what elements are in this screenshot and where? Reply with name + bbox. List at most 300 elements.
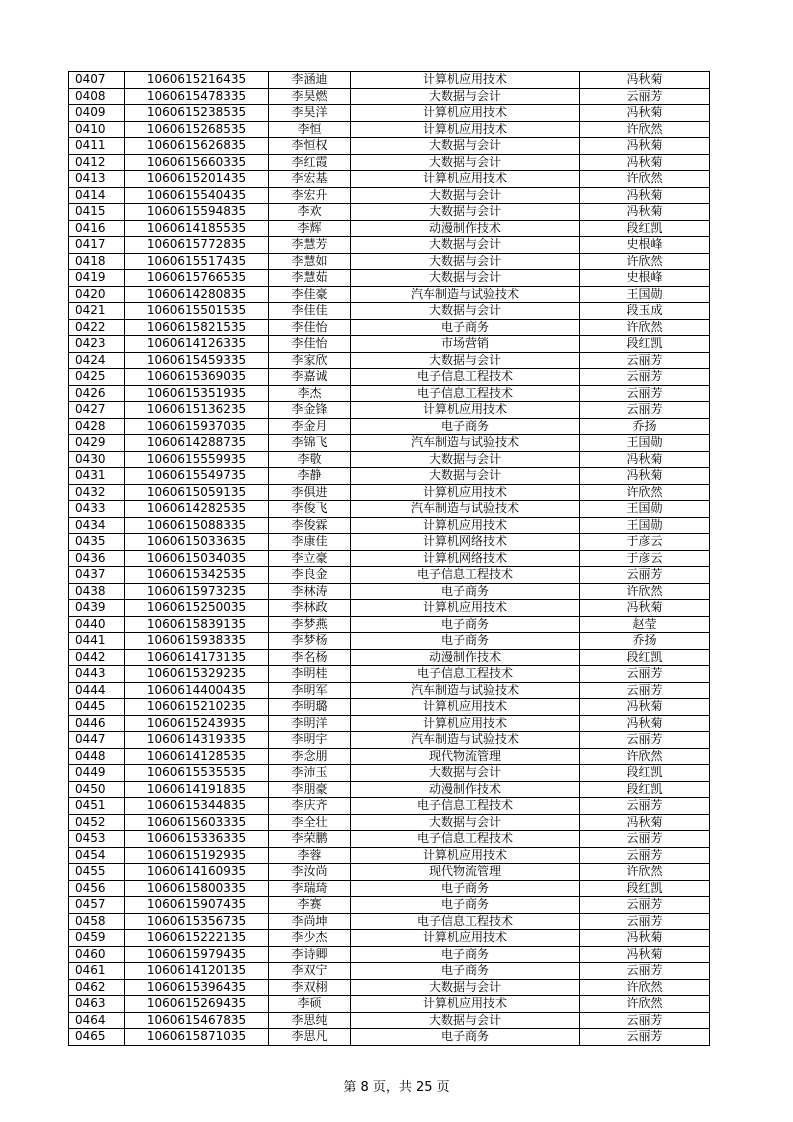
student-name-cell: 李全壮 bbox=[269, 814, 351, 831]
table-row bbox=[69, 682, 710, 699]
major-cell: 计算机应用技术 bbox=[351, 517, 580, 534]
exam-number-cell: 1060615222135 bbox=[125, 930, 269, 947]
sequence-cell: 0425 bbox=[69, 369, 125, 386]
sequence-cell: 0414 bbox=[69, 187, 125, 204]
student-name-cell: 李辉 bbox=[269, 220, 351, 237]
sequence-cell: 0447 bbox=[69, 732, 125, 749]
sequence-cell: 0419 bbox=[69, 270, 125, 287]
table-row bbox=[69, 336, 710, 353]
teacher-cell: 云丽芳 bbox=[580, 1012, 710, 1029]
teacher-cell: 赵莹 bbox=[580, 616, 710, 633]
student-name-cell: 李俊飞 bbox=[269, 501, 351, 518]
sequence-cell: 0417 bbox=[69, 237, 125, 254]
teacher-cell: 云丽芳 bbox=[580, 732, 710, 749]
major-cell: 计算机应用技术 bbox=[351, 484, 580, 501]
teacher-cell: 云丽芳 bbox=[580, 402, 710, 419]
major-cell: 汽车制造与试验技术 bbox=[351, 732, 580, 749]
student-name-cell: 李蓉 bbox=[269, 847, 351, 864]
major-cell: 电子商务 bbox=[351, 1029, 580, 1046]
student-roster-table bbox=[68, 71, 710, 1046]
table-row bbox=[69, 88, 710, 105]
teacher-cell: 王国勋 bbox=[580, 435, 710, 452]
student-name-cell: 李名杨 bbox=[269, 649, 351, 666]
teacher-cell: 史根峰 bbox=[580, 270, 710, 287]
sequence-cell: 0461 bbox=[69, 963, 125, 980]
table-row bbox=[69, 633, 710, 650]
teacher-cell: 许欣然 bbox=[580, 121, 710, 138]
sequence-cell: 0458 bbox=[69, 913, 125, 930]
major-cell: 大数据与会计 bbox=[351, 1012, 580, 1029]
table-row bbox=[69, 847, 710, 864]
sequence-cell: 0444 bbox=[69, 682, 125, 699]
major-cell: 大数据与会计 bbox=[351, 187, 580, 204]
teacher-cell: 冯秋菊 bbox=[580, 600, 710, 617]
teacher-cell: 云丽芳 bbox=[580, 847, 710, 864]
table-row bbox=[69, 121, 710, 138]
sequence-cell: 0454 bbox=[69, 847, 125, 864]
sequence-cell: 0464 bbox=[69, 1012, 125, 1029]
exam-number-cell: 1060615517435 bbox=[125, 253, 269, 270]
exam-number-cell: 1060615938335 bbox=[125, 633, 269, 650]
exam-number-cell: 1060615369035 bbox=[125, 369, 269, 386]
exam-number-cell: 1060615088335 bbox=[125, 517, 269, 534]
teacher-cell: 王国勋 bbox=[580, 501, 710, 518]
exam-number-cell: 1060614185535 bbox=[125, 220, 269, 237]
major-cell: 汽车制造与试验技术 bbox=[351, 286, 580, 303]
exam-number-cell: 1060614400435 bbox=[125, 682, 269, 699]
student-name-cell: 李家欣 bbox=[269, 352, 351, 369]
sequence-cell: 0416 bbox=[69, 220, 125, 237]
exam-number-cell: 1060615594835 bbox=[125, 204, 269, 221]
table-row bbox=[69, 105, 710, 122]
teacher-cell: 许欣然 bbox=[580, 864, 710, 881]
teacher-cell: 乔扬 bbox=[580, 418, 710, 435]
student-name-cell: 李念朋 bbox=[269, 748, 351, 765]
student-name-cell: 李赛 bbox=[269, 897, 351, 914]
sequence-cell: 0412 bbox=[69, 154, 125, 171]
sequence-cell: 0410 bbox=[69, 121, 125, 138]
major-cell: 计算机应用技术 bbox=[351, 847, 580, 864]
major-cell: 大数据与会计 bbox=[351, 237, 580, 254]
teacher-cell: 乔扬 bbox=[580, 633, 710, 650]
student-name-cell: 李佳佳 bbox=[269, 303, 351, 320]
sequence-cell: 0443 bbox=[69, 666, 125, 683]
teacher-cell: 冯秋菊 bbox=[580, 715, 710, 732]
major-cell: 计算机应用技术 bbox=[351, 699, 580, 716]
table-row bbox=[69, 220, 710, 237]
student-name-cell: 李良金 bbox=[269, 567, 351, 584]
table-row bbox=[69, 864, 710, 881]
teacher-cell: 段红凯 bbox=[580, 336, 710, 353]
exam-number-cell: 1060615243935 bbox=[125, 715, 269, 732]
exam-number-cell: 1060614288735 bbox=[125, 435, 269, 452]
sequence-cell: 0432 bbox=[69, 484, 125, 501]
teacher-cell: 许欣然 bbox=[580, 319, 710, 336]
sequence-cell: 0460 bbox=[69, 946, 125, 963]
table-row bbox=[69, 187, 710, 204]
exam-number-cell: 1060615973235 bbox=[125, 583, 269, 600]
table-row bbox=[69, 204, 710, 221]
teacher-cell: 冯秋菊 bbox=[580, 468, 710, 485]
major-cell: 计算机网络技术 bbox=[351, 534, 580, 551]
table-row bbox=[69, 270, 710, 287]
major-cell: 电子商务 bbox=[351, 897, 580, 914]
student-name-cell: 李宏升 bbox=[269, 187, 351, 204]
table-row bbox=[69, 534, 710, 551]
table-row bbox=[69, 814, 710, 831]
major-cell: 电子商务 bbox=[351, 616, 580, 633]
exam-number-cell: 1060614128535 bbox=[125, 748, 269, 765]
table-row bbox=[69, 237, 710, 254]
major-cell: 电子商务 bbox=[351, 319, 580, 336]
student-name-cell: 李汝尚 bbox=[269, 864, 351, 881]
exam-number-cell: 1060615238535 bbox=[125, 105, 269, 122]
student-name-cell: 李金月 bbox=[269, 418, 351, 435]
student-name-cell: 李欢 bbox=[269, 204, 351, 221]
student-name-cell: 李梦杨 bbox=[269, 633, 351, 650]
exam-number-cell: 1060615839135 bbox=[125, 616, 269, 633]
teacher-cell: 于彦云 bbox=[580, 534, 710, 551]
sequence-cell: 0421 bbox=[69, 303, 125, 320]
teacher-cell: 段红凯 bbox=[580, 765, 710, 782]
exam-number-cell: 1060615766535 bbox=[125, 270, 269, 287]
exam-number-cell: 1060615269435 bbox=[125, 996, 269, 1013]
teacher-cell: 冯秋菊 bbox=[580, 105, 710, 122]
major-cell: 大数据与会计 bbox=[351, 765, 580, 782]
major-cell: 大数据与会计 bbox=[351, 814, 580, 831]
major-cell: 电子信息工程技术 bbox=[351, 666, 580, 683]
sequence-cell: 0433 bbox=[69, 501, 125, 518]
student-name-cell: 李慧芳 bbox=[269, 237, 351, 254]
sequence-cell: 0459 bbox=[69, 930, 125, 947]
student-name-cell: 李俊霖 bbox=[269, 517, 351, 534]
exam-number-cell: 1060615344835 bbox=[125, 798, 269, 815]
teacher-cell: 云丽芳 bbox=[580, 1029, 710, 1046]
table-row bbox=[69, 649, 710, 666]
major-cell: 计算机应用技术 bbox=[351, 402, 580, 419]
table-row bbox=[69, 946, 710, 963]
sequence-cell: 0455 bbox=[69, 864, 125, 881]
student-name-cell: 李庆齐 bbox=[269, 798, 351, 815]
student-name-cell: 李康佳 bbox=[269, 534, 351, 551]
student-name-cell: 李静 bbox=[269, 468, 351, 485]
sequence-cell: 0442 bbox=[69, 649, 125, 666]
major-cell: 大数据与会计 bbox=[351, 154, 580, 171]
exam-number-cell: 1060615501535 bbox=[125, 303, 269, 320]
teacher-cell: 冯秋菊 bbox=[580, 204, 710, 221]
major-cell: 大数据与会计 bbox=[351, 468, 580, 485]
sequence-cell: 0431 bbox=[69, 468, 125, 485]
sequence-cell: 0439 bbox=[69, 600, 125, 617]
teacher-cell: 云丽芳 bbox=[580, 666, 710, 683]
major-cell: 电子商务 bbox=[351, 583, 580, 600]
exam-number-cell: 1060615034035 bbox=[125, 550, 269, 567]
exam-number-cell: 1060615342535 bbox=[125, 567, 269, 584]
major-cell: 大数据与会计 bbox=[351, 270, 580, 287]
teacher-cell: 冯秋菊 bbox=[580, 946, 710, 963]
sequence-cell: 0413 bbox=[69, 171, 125, 188]
exam-number-cell: 1060615871035 bbox=[125, 1029, 269, 1046]
teacher-cell: 王国勋 bbox=[580, 517, 710, 534]
teacher-cell: 云丽芳 bbox=[580, 798, 710, 815]
major-cell: 电子商务 bbox=[351, 946, 580, 963]
sequence-cell: 0456 bbox=[69, 880, 125, 897]
table-row bbox=[69, 567, 710, 584]
student-name-cell: 李慧如 bbox=[269, 253, 351, 270]
sequence-cell: 0423 bbox=[69, 336, 125, 353]
sequence-cell: 0418 bbox=[69, 253, 125, 270]
teacher-cell: 冯秋菊 bbox=[580, 451, 710, 468]
exam-number-cell: 1060615136235 bbox=[125, 402, 269, 419]
major-cell: 电子信息工程技术 bbox=[351, 567, 580, 584]
exam-number-cell: 1060615351935 bbox=[125, 385, 269, 402]
student-name-cell: 李思纯 bbox=[269, 1012, 351, 1029]
teacher-cell: 云丽芳 bbox=[580, 897, 710, 914]
major-cell: 大数据与会计 bbox=[351, 979, 580, 996]
table-row bbox=[69, 286, 710, 303]
exam-number-cell: 1060615979435 bbox=[125, 946, 269, 963]
sequence-cell: 0427 bbox=[69, 402, 125, 419]
sequence-cell: 0462 bbox=[69, 979, 125, 996]
exam-number-cell: 1060615800335 bbox=[125, 880, 269, 897]
student-name-cell: 李梦燕 bbox=[269, 616, 351, 633]
table-row bbox=[69, 253, 710, 270]
exam-number-cell: 1060615626835 bbox=[125, 138, 269, 155]
major-cell: 电子商务 bbox=[351, 963, 580, 980]
exam-number-cell: 1060615660335 bbox=[125, 154, 269, 171]
sequence-cell: 0438 bbox=[69, 583, 125, 600]
major-cell: 动漫制作技术 bbox=[351, 781, 580, 798]
teacher-cell: 冯秋菊 bbox=[580, 138, 710, 155]
exam-number-cell: 1060614126335 bbox=[125, 336, 269, 353]
major-cell: 计算机应用技术 bbox=[351, 121, 580, 138]
table-row bbox=[69, 402, 710, 419]
student-name-cell: 李杰 bbox=[269, 385, 351, 402]
table-row bbox=[69, 699, 710, 716]
exam-number-cell: 1060615250035 bbox=[125, 600, 269, 617]
student-name-cell: 李双栩 bbox=[269, 979, 351, 996]
table-row bbox=[69, 418, 710, 435]
major-cell: 计算机网络技术 bbox=[351, 550, 580, 567]
major-cell: 电子商务 bbox=[351, 880, 580, 897]
table-row bbox=[69, 765, 710, 782]
student-name-cell: 李昊燃 bbox=[269, 88, 351, 105]
major-cell: 大数据与会计 bbox=[351, 88, 580, 105]
table-row bbox=[69, 385, 710, 402]
sequence-cell: 0436 bbox=[69, 550, 125, 567]
table-row bbox=[69, 171, 710, 188]
sequence-cell: 0430 bbox=[69, 451, 125, 468]
student-name-cell: 李尚坤 bbox=[269, 913, 351, 930]
major-cell: 动漫制作技术 bbox=[351, 220, 580, 237]
sequence-cell: 0422 bbox=[69, 319, 125, 336]
major-cell: 电子信息工程技术 bbox=[351, 369, 580, 386]
major-cell: 现代物流管理 bbox=[351, 864, 580, 881]
sequence-cell: 0411 bbox=[69, 138, 125, 155]
table-row bbox=[69, 600, 710, 617]
teacher-cell: 冯秋菊 bbox=[580, 154, 710, 171]
sequence-cell: 0408 bbox=[69, 88, 125, 105]
sequence-cell: 0450 bbox=[69, 781, 125, 798]
sequence-cell: 0407 bbox=[69, 72, 125, 89]
exam-number-cell: 1060614280835 bbox=[125, 286, 269, 303]
exam-number-cell: 1060615540435 bbox=[125, 187, 269, 204]
student-name-cell: 李林涛 bbox=[269, 583, 351, 600]
table-row bbox=[69, 583, 710, 600]
table-row bbox=[69, 930, 710, 947]
exam-number-cell: 1060614120135 bbox=[125, 963, 269, 980]
student-name-cell: 李思凡 bbox=[269, 1029, 351, 1046]
table-row bbox=[69, 1012, 710, 1029]
exam-number-cell: 1060615396435 bbox=[125, 979, 269, 996]
sequence-cell: 0440 bbox=[69, 616, 125, 633]
sequence-cell: 0449 bbox=[69, 765, 125, 782]
teacher-cell: 云丽芳 bbox=[580, 352, 710, 369]
major-cell: 计算机应用技术 bbox=[351, 105, 580, 122]
sequence-cell: 0437 bbox=[69, 567, 125, 584]
sequence-cell: 0441 bbox=[69, 633, 125, 650]
table-row bbox=[69, 798, 710, 815]
teacher-cell: 云丽芳 bbox=[580, 963, 710, 980]
table-row bbox=[69, 501, 710, 518]
teacher-cell: 许欣然 bbox=[580, 484, 710, 501]
teacher-cell: 段玉成 bbox=[580, 303, 710, 320]
major-cell: 动漫制作技术 bbox=[351, 649, 580, 666]
exam-number-cell: 1060615937035 bbox=[125, 418, 269, 435]
table-row bbox=[69, 979, 710, 996]
teacher-cell: 段红凯 bbox=[580, 220, 710, 237]
major-cell: 计算机应用技术 bbox=[351, 72, 580, 89]
student-name-cell: 李沛玉 bbox=[269, 765, 351, 782]
major-cell: 计算机应用技术 bbox=[351, 930, 580, 947]
teacher-cell: 许欣然 bbox=[580, 583, 710, 600]
major-cell: 汽车制造与试验技术 bbox=[351, 501, 580, 518]
sequence-cell: 0429 bbox=[69, 435, 125, 452]
student-name-cell: 李涵迪 bbox=[269, 72, 351, 89]
sequence-cell: 0434 bbox=[69, 517, 125, 534]
teacher-cell: 许欣然 bbox=[580, 979, 710, 996]
table-row bbox=[69, 435, 710, 452]
exam-number-cell: 1060615907435 bbox=[125, 897, 269, 914]
exam-number-cell: 1060615459335 bbox=[125, 352, 269, 369]
major-cell: 大数据与会计 bbox=[351, 451, 580, 468]
teacher-cell: 许欣然 bbox=[580, 748, 710, 765]
major-cell: 电子信息工程技术 bbox=[351, 831, 580, 848]
table-row bbox=[69, 369, 710, 386]
sequence-cell: 0465 bbox=[69, 1029, 125, 1046]
exam-number-cell: 1060615201435 bbox=[125, 171, 269, 188]
teacher-cell: 云丽芳 bbox=[580, 88, 710, 105]
teacher-cell: 段红凯 bbox=[580, 880, 710, 897]
sequence-cell: 0453 bbox=[69, 831, 125, 848]
page-footer: 第 8 页，共 25 页 bbox=[343, 1080, 450, 1095]
teacher-cell: 冯秋菊 bbox=[580, 814, 710, 831]
student-name-cell: 李恒权 bbox=[269, 138, 351, 155]
student-name-cell: 李瑞琦 bbox=[269, 880, 351, 897]
table-row bbox=[69, 748, 710, 765]
major-cell: 大数据与会计 bbox=[351, 253, 580, 270]
exam-number-cell: 1060615033635 bbox=[125, 534, 269, 551]
table-row bbox=[69, 517, 710, 534]
student-name-cell: 李佳怡 bbox=[269, 336, 351, 353]
sequence-cell: 0435 bbox=[69, 534, 125, 551]
teacher-cell: 云丽芳 bbox=[580, 567, 710, 584]
exam-number-cell: 1060615603335 bbox=[125, 814, 269, 831]
exam-number-cell: 1060614191835 bbox=[125, 781, 269, 798]
student-name-cell: 李朋豪 bbox=[269, 781, 351, 798]
major-cell: 电子信息工程技术 bbox=[351, 913, 580, 930]
major-cell: 计算机应用技术 bbox=[351, 600, 580, 617]
sequence-cell: 0451 bbox=[69, 798, 125, 815]
major-cell: 电子商务 bbox=[351, 418, 580, 435]
student-name-cell: 李硕 bbox=[269, 996, 351, 1013]
teacher-cell: 云丽芳 bbox=[580, 682, 710, 699]
table-row bbox=[69, 154, 710, 171]
student-name-cell: 李佳怡 bbox=[269, 319, 351, 336]
major-cell: 电子信息工程技术 bbox=[351, 798, 580, 815]
exam-number-cell: 1060615478335 bbox=[125, 88, 269, 105]
teacher-cell: 冯秋菊 bbox=[580, 72, 710, 89]
table-row bbox=[69, 352, 710, 369]
student-name-cell: 李慧茹 bbox=[269, 270, 351, 287]
student-name-cell: 李少杰 bbox=[269, 930, 351, 947]
table-row bbox=[69, 715, 710, 732]
exam-number-cell: 1060615467835 bbox=[125, 1012, 269, 1029]
student-name-cell: 李立豪 bbox=[269, 550, 351, 567]
student-name-cell: 李明军 bbox=[269, 682, 351, 699]
sequence-cell: 0446 bbox=[69, 715, 125, 732]
sequence-cell: 0463 bbox=[69, 996, 125, 1013]
table-row bbox=[69, 897, 710, 914]
exam-number-cell: 1060614319335 bbox=[125, 732, 269, 749]
table-row bbox=[69, 831, 710, 848]
student-name-cell: 李诗卿 bbox=[269, 946, 351, 963]
sequence-cell: 0420 bbox=[69, 286, 125, 303]
student-name-cell: 李明桂 bbox=[269, 666, 351, 683]
teacher-cell: 冯秋菊 bbox=[580, 930, 710, 947]
student-name-cell: 李林政 bbox=[269, 600, 351, 617]
table-row bbox=[69, 913, 710, 930]
sequence-cell: 0424 bbox=[69, 352, 125, 369]
teacher-cell: 于彦云 bbox=[580, 550, 710, 567]
table-row bbox=[69, 550, 710, 567]
major-cell: 计算机应用技术 bbox=[351, 715, 580, 732]
roster-body bbox=[69, 72, 710, 1046]
table-row bbox=[69, 732, 710, 749]
student-name-cell: 李锦飞 bbox=[269, 435, 351, 452]
sequence-cell: 0409 bbox=[69, 105, 125, 122]
major-cell: 市场营销 bbox=[351, 336, 580, 353]
sequence-cell: 0428 bbox=[69, 418, 125, 435]
table-row bbox=[69, 303, 710, 320]
teacher-cell: 王国勋 bbox=[580, 286, 710, 303]
major-cell: 大数据与会计 bbox=[351, 303, 580, 320]
sequence-cell: 0452 bbox=[69, 814, 125, 831]
sequence-cell: 0448 bbox=[69, 748, 125, 765]
student-name-cell: 李俱进 bbox=[269, 484, 351, 501]
teacher-cell: 许欣然 bbox=[580, 253, 710, 270]
sequence-cell: 0426 bbox=[69, 385, 125, 402]
major-cell: 计算机应用技术 bbox=[351, 996, 580, 1013]
teacher-cell: 云丽芳 bbox=[580, 831, 710, 848]
major-cell: 大数据与会计 bbox=[351, 204, 580, 221]
student-name-cell: 李金锋 bbox=[269, 402, 351, 419]
table-row bbox=[69, 781, 710, 798]
table-row bbox=[69, 880, 710, 897]
table-row bbox=[69, 72, 710, 89]
student-name-cell: 李荣鹏 bbox=[269, 831, 351, 848]
major-cell: 现代物流管理 bbox=[351, 748, 580, 765]
